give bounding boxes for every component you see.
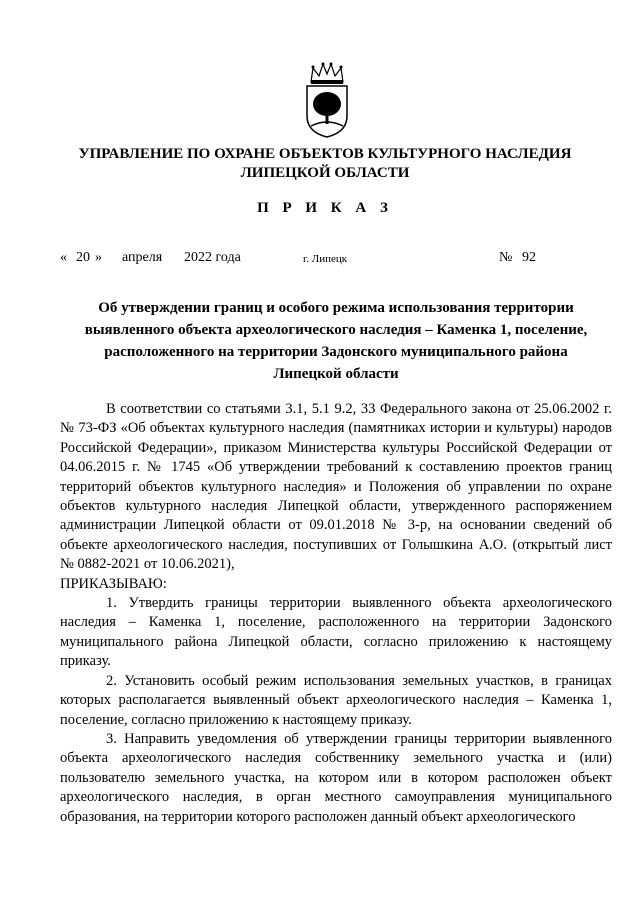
subject-line-1: Об утверждении границ и особого режима использования территории <box>98 300 574 316</box>
order-number: 92 <box>522 250 536 265</box>
order-body <box>60 400 612 827</box>
date-day: 20 <box>76 250 90 265</box>
organization-name-line-1: УПРАВЛЕНИЕ ПО ОХРАНЕ ОБЪЕКТОВ КУЛЬТУРНОГО НАСЛЕДИЯ <box>78 146 572 162</box>
date-month: апреля <box>122 250 163 265</box>
date-close-quote: » <box>95 250 102 265</box>
order-subject <box>60 297 612 385</box>
subject-line-4: Липецкой области <box>273 366 399 382</box>
order-word: ПРИКАЗЫВАЮ: <box>60 575 167 592</box>
subject-line-3: расположенного на территории Задонского муниципального района <box>104 344 568 360</box>
date-open-quote: « <box>60 250 67 265</box>
subject-line-2: выявленного объекта археологического наследия – Каменка 1, поселение, <box>84 322 588 338</box>
order-title: П Р И К А З <box>257 200 393 216</box>
item-2-paragraph: 2. Установить особый режим использования земельных участков, в границах которых располагается выявленный объект археологического наследия – Каменка 1, поселение, согласно приложению к настоящему приказу. <box>60 672 612 728</box>
item-1-paragraph: 1. Утвердить границы территории выявленного объекта археологического наследия – Каменка 1, поселение, расположенного на территории Задонского муниципального района Липецкой области, согласно приложению к настоящему приказу. <box>60 595 612 670</box>
organization-name <box>40 145 610 183</box>
number-sign: № <box>499 250 513 265</box>
city: г. Липецк <box>303 253 348 265</box>
date-year: 2022 года <box>184 250 241 265</box>
item-3-paragraph: 3. Направить уведомления об утверждении границы территории выявленного объекта археологического наследия собственнику земельного участка и (или) пользователю земельного участка, на котором или в котором расположен объект археологического наследия, в орган местного самоуправления муниципального образования, на территории которого расположен данный объект археологического <box>60 730 612 825</box>
coat-of-arms-icon <box>303 62 351 138</box>
organization-name-line-2: ЛИПЕЦКОЙ ОБЛАСТИ <box>240 165 410 181</box>
preamble-paragraph: В соответствии со статьями 3.1, 5.1 9.2, 33 Федерального закона от 25.06.2002 г. № 73-ФЗ «Об объектах культурного наследия (памятниках истории и культуры) народов Российской Федерации», приказом Министерства культуры Российской Федерации от 04.06.2015 г. № 1745 «Об утверждении требований к составлению проектов границ территорий объектов культурного наследия» и Положения об управлении по охране объектов культурного наследия Липецкой области, утвержденного распоряжением администрации Липецкой области от 09.01.2018 № 3-р, на основании сведений об объекте археологического наследия, поступивших от Голышкина А.О. (открытый лист № 0882-2021 от 10.06.2021), <box>60 401 612 573</box>
